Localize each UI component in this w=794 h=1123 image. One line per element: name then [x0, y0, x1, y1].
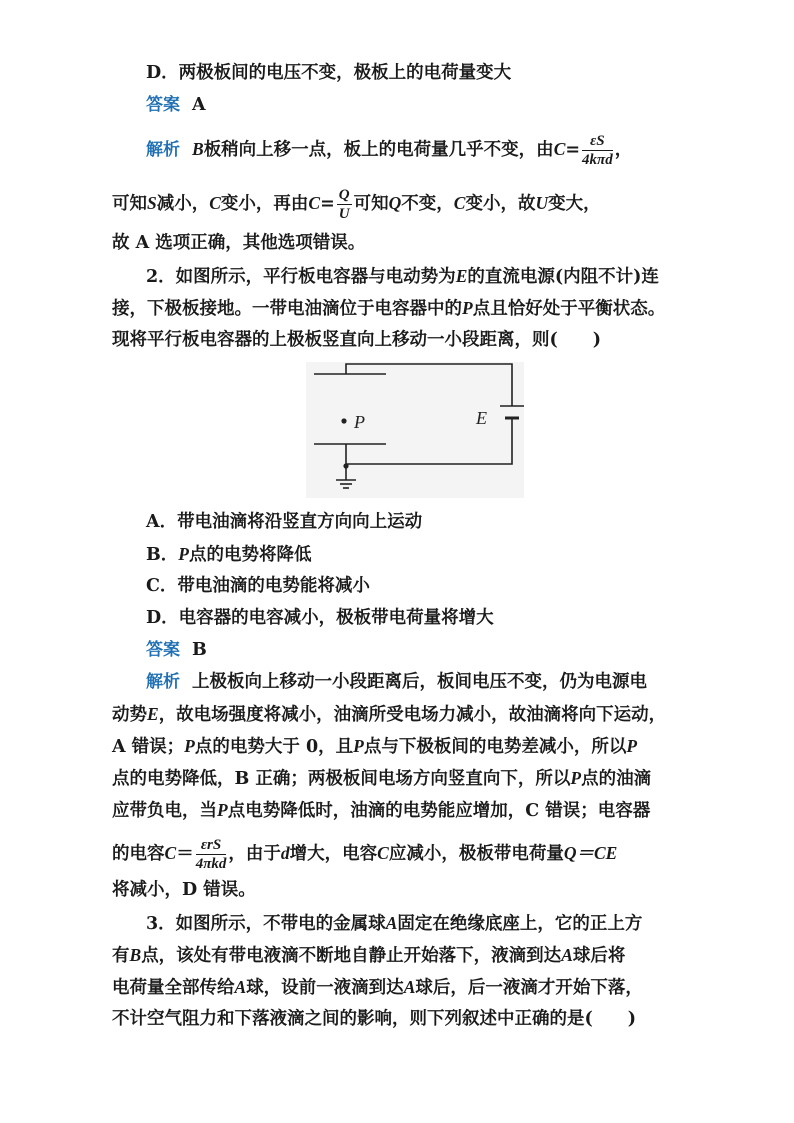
label-p: P: [354, 412, 365, 432]
q1-analysis-line2: 可知S减小，C变小，再由C= $\frac{Q}{U}$ 可知Q不变，C变小，故U变大，: [112, 187, 601, 222]
oil-drop-dot: [341, 418, 346, 423]
text: 固定在绝缘底座上，它的正上方: [397, 914, 643, 934]
fraction-eps-s-over-4kpid: [582, 132, 613, 169]
text: 可知: [112, 194, 147, 214]
text: 电荷量全部传给: [112, 978, 235, 998]
fraction-q-over-u: [337, 186, 352, 223]
text: 上极板向上移动一小段距离后，板间电压不变，仍为电源电: [192, 672, 647, 692]
q2-analysis-line5: [112, 798, 650, 823]
text: ，故电场强度将减小，油滴所受电场力减小，故油滴将向下运动，: [158, 705, 667, 725]
formula-q-ce: Q＝CE: [563, 843, 618, 863]
answer-value: A: [192, 95, 206, 115]
q1-analysis-line3: 故 A 选项正确，其他选项错误。: [112, 233, 366, 253]
var-s: S: [147, 193, 157, 213]
q1-answer: [146, 93, 206, 117]
q2-option-c: C．带电油滴的电势能将减小: [146, 576, 370, 596]
text: 增大，电容: [289, 844, 378, 864]
text: 球后，后一液滴才开始下落，: [415, 978, 643, 998]
var-b: B: [192, 139, 204, 159]
text: 接，下极板接地。一带电油滴位于电容器中的: [112, 299, 462, 319]
text: 减小，: [156, 194, 210, 214]
q2-option-b: [146, 542, 312, 567]
q2-analysis-line6: 的电容C＝ $\frac{\text{εrS}}{\text{4πkd}}$ ，由于d增大，电容C应减小，极板带电荷量Q＝CE: [112, 837, 618, 872]
text: ，由于: [228, 844, 281, 864]
var-a: A: [561, 945, 573, 965]
var-a: A: [385, 913, 398, 933]
text: 3．如图所示，不带电的金属球: [146, 914, 386, 934]
var-p: P: [184, 736, 195, 756]
text: 不变，: [401, 194, 454, 214]
text: 可知: [353, 194, 389, 214]
var-p: P: [178, 544, 189, 564]
q3-stem-line2: [112, 943, 625, 968]
q1-analysis-line1: 解析 B板稍向上移一点，板上的电荷量几乎不变，由C= $\frac{\varepsilon S}{\text{4kπd}}$ ，: [146, 133, 633, 168]
text: 球后将: [572, 946, 626, 966]
text: 点与下极板间的电势差减小，所以: [363, 737, 627, 757]
analysis-label: 解析: [146, 672, 180, 692]
frac-denominator: 4πkd: [195, 856, 227, 872]
text: 的电容: [112, 844, 165, 864]
var-q: Q: [388, 193, 402, 213]
text: 变小，故: [465, 194, 536, 214]
text: A 错误；: [112, 737, 185, 757]
frac-numerator: εS: [582, 132, 613, 151]
frac-denominator: 4kπd: [582, 152, 613, 168]
answer-value: B: [192, 640, 207, 660]
var-c: C: [553, 139, 566, 159]
text: 应减小，极板带电荷量: [388, 844, 564, 864]
var-c: C: [453, 193, 466, 213]
text: 球，设前一液滴到达: [246, 978, 404, 998]
var-a: A: [234, 977, 247, 997]
var-c: C: [209, 193, 221, 213]
junction-dot: [343, 463, 348, 468]
label-e: E: [476, 408, 487, 428]
var-d: d: [280, 843, 290, 863]
text: 点且恰好处于平衡状态。: [472, 299, 666, 319]
text: 有: [112, 946, 130, 966]
text: 应带负电，当: [112, 801, 217, 821]
q2-option-d: D．电容器的电容减小，极板带电荷量将增大: [146, 608, 494, 628]
q1-option-d: D．两极板间的电压不变，极板上的电荷量变大: [146, 63, 512, 83]
var-p: P: [626, 736, 638, 756]
var-u: U: [535, 193, 549, 213]
q2-analysis-line4: [112, 766, 651, 791]
text: 变小，再由: [220, 194, 309, 214]
var-c: C: [377, 843, 389, 863]
q2-answer: [146, 638, 207, 662]
var-p: P: [570, 768, 582, 788]
figure-background: [306, 362, 524, 498]
var-e: E: [147, 704, 159, 724]
analysis-label: 解析: [146, 140, 180, 160]
var-p: P: [217, 800, 228, 820]
var-p: P: [353, 736, 364, 756]
q3-stem-line4: 不计空气阻力和下落液滴之间的影响，则下列叙述中正确的是( ): [112, 1009, 637, 1029]
frac-numerator: Q: [338, 187, 350, 203]
text: 点的电势将降低: [189, 545, 312, 565]
q2-stem-line2: [112, 296, 665, 321]
text: 点的电势降低，B 正确；两极板间电场方向竖直向下，所以: [112, 769, 571, 789]
frac-numerator: εrS: [196, 836, 227, 855]
text: 点的电势大于 0，且: [194, 737, 354, 757]
text: 变大，: [548, 194, 601, 214]
frac-denominator: U: [338, 206, 350, 222]
q2-analysis-line1: [146, 670, 647, 694]
var-e: E: [455, 266, 468, 286]
q2-analysis-line2: [112, 702, 666, 727]
q2-stem-line3: 现将平行板电容器的上极板竖直向上移动一小段距离，则( ): [112, 330, 602, 350]
text: 的直流电源(内阻不计)连: [467, 267, 659, 287]
var-c: C: [164, 843, 177, 863]
q2-stem-line1: [146, 264, 659, 289]
capacitor-circuit-diagram: [306, 362, 524, 498]
var-c: C: [308, 193, 321, 213]
text: 点电势降低时，油滴的电势能应增加，C 错误；电容器: [227, 801, 651, 821]
q3-stem-line1: [146, 911, 642, 936]
text: 动势: [112, 705, 147, 725]
text: 2．如图所示，平行板电容器与电动势为: [146, 267, 456, 287]
var-a: A: [403, 977, 416, 997]
text: 点，该处有带电液滴不断地自静止开始落下，液滴到达: [141, 946, 562, 966]
var-b: B: [129, 945, 142, 965]
var-p: P: [462, 298, 473, 318]
fraction-eps-r-s-over-4pikd: [196, 836, 227, 873]
answer-label: 答案: [146, 95, 180, 115]
q3-stem-line3: [112, 975, 643, 1000]
q2-option-a: A．带电油滴将沿竖直方向向上运动: [146, 512, 423, 532]
text: 点的油滴: [581, 769, 652, 789]
q2-analysis-line7: 将减小，D 错误。: [112, 880, 256, 900]
answer-label: 答案: [146, 640, 180, 660]
q2-analysis-line3: [112, 734, 637, 759]
text: 板稍向上移一点，板上的电荷量几乎不变，由: [203, 140, 554, 160]
text: B．: [146, 545, 179, 565]
